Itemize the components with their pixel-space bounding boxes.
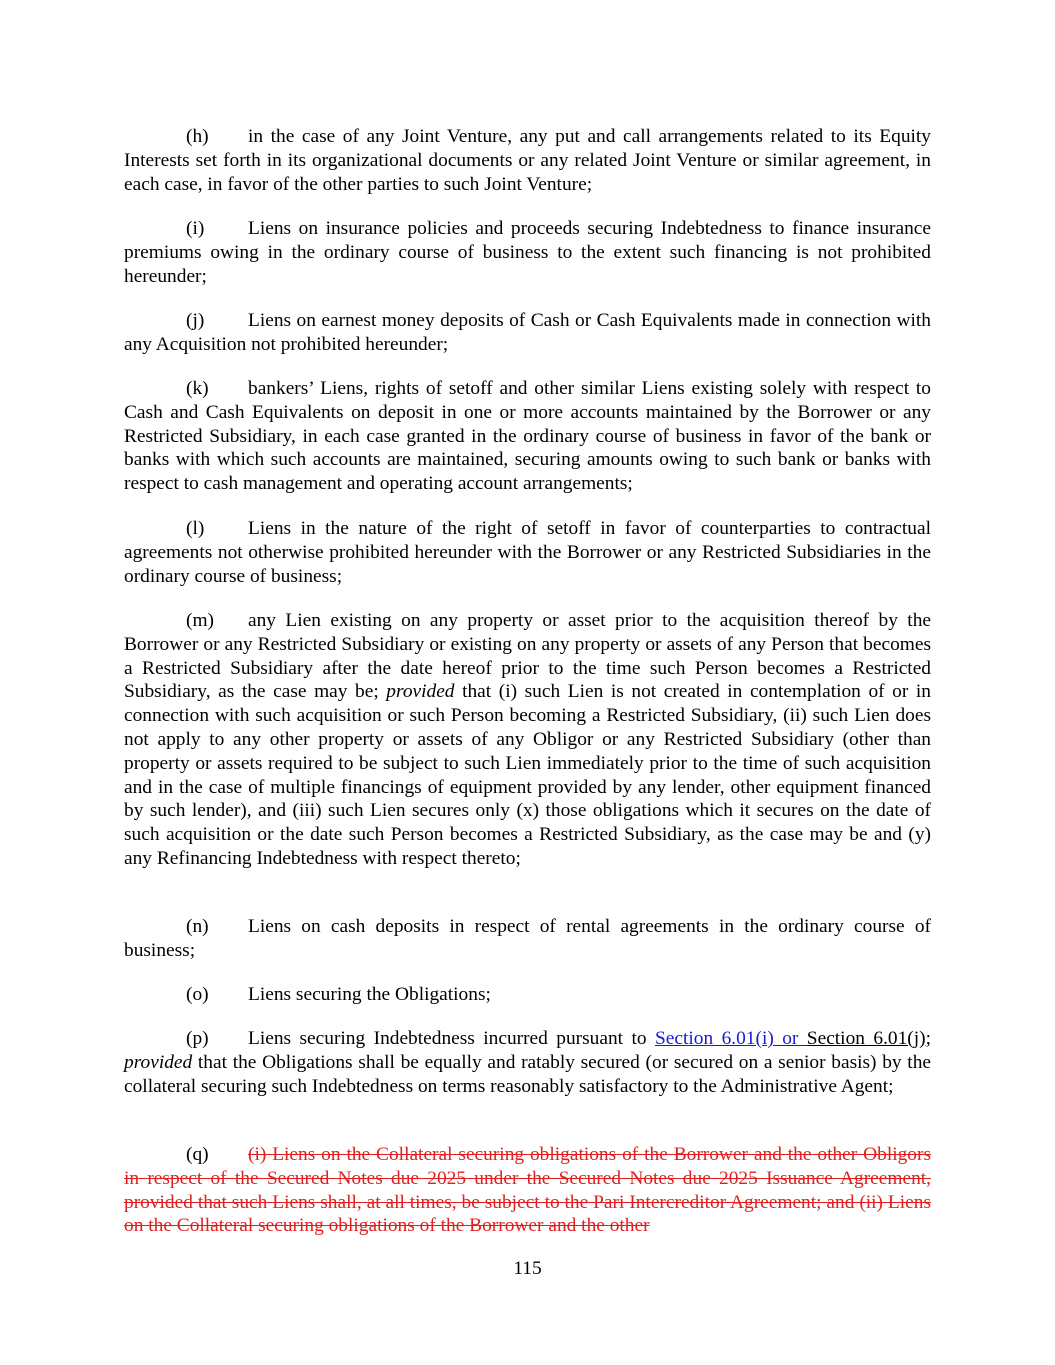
clause-q [124, 1143, 931, 1238]
provided-term: provided [386, 681, 455, 703]
clause-text-continued: that the Obligations shall be equally and ratably secured (or secured on a senior basis) by the collateral securing such Indebtedness on terms reasonably satisfactory to the Administrative Agent; [124, 1051, 931, 1097]
clause-text: Liens on insurance policies and proceeds securing Indebtedness to finance insurance premiums owing in the ordinary course of business to the extent such financing is not prohibited hereunder; [124, 218, 931, 287]
clause-text: Liens on earnest money deposits of Cash or Cash Equivalents made in connection with any Acquisition not prohibited hereunder; [124, 310, 931, 355]
clause-label: (k) [186, 378, 209, 399]
clause-text: any Lien existing on any property or asset prior to the acquisition thereof by the Borrower or any Restricted Subsidiary or existing on any property or assets of any Person that becomes a Restricted Subsidiary after the date hereof prior to the time such Person becomes a Restricted Subsidiary, as the case may be; [124, 610, 931, 703]
provided-term: provided [124, 1051, 193, 1073]
clause-label: (m) [186, 610, 214, 631]
clause-text: Liens on cash deposits in respect of rental agreements in the ordinary course of business; [124, 916, 931, 961]
clause-h [124, 125, 931, 196]
clause-text: bankers’ Liens, rights of setoff and other similar Liens existing solely with respect to Cash and Cash Equivalents on deposit in one or more accounts maintained by the Borrower or any Restricted Subsidiary, in each case granted in the ordinary course of business in favor of the bank or banks with which such accounts are maintained, securing amounts owing to such bank or banks with respect to cash management and operating account arrangements; [124, 378, 931, 495]
clause-label: (i) [186, 218, 205, 239]
clause-punctuation: ; [925, 1028, 932, 1049]
clause-label: (h) [186, 126, 209, 147]
clause-k [124, 377, 931, 496]
clause-o [124, 983, 931, 1007]
section-6-01-j-reference: Section 6.01(j) [806, 1028, 926, 1049]
clause-label: (o) [186, 984, 209, 1005]
page-number: 115 [513, 1258, 542, 1279]
clause-j [124, 309, 931, 357]
deleted-text: (i) Liens on the Collateral securing obligations of the Borrower and the other Obligors in respect of the Secured Notes due 2025 under the Secured Notes due 2025 Issuance Agreement, provided that such Liens shall, at all times, be subject to the Pari Intercreditor Agreement; and (ii) Liens on the Collateral securing obligations of the Borrower and the other [124, 1144, 931, 1237]
section-6-01-i-link[interactable]: Section 6.01(i) or [654, 1028, 807, 1049]
clause-i [124, 217, 931, 288]
clause-label: (n) [186, 916, 209, 937]
clause-text: Liens securing Indebtedness incurred pursuant to [248, 1028, 655, 1049]
clause-label: (j) [186, 310, 205, 331]
clause-text-continued: that (i) such Lien is not created in contemplation of or in connection with such acquisition or such Person becoming a Restricted Subsidiary, (ii) such Lien does not apply to any other property or assets of any Obligor or any Restricted Subsidiary (other than property or assets required to be subject to such Lien immediately prior to the time of such acquisition and in the case of multiple financings of equipment provided by any lender, other equipment financed by such lender), and (iii) such Lien secures only (x) those obligations which it secures on the date of such acquisition or the date such Person becomes a Restricted Subsidiary, as the case may be and (y) any Refinancing Indebtedness with respect thereto; [124, 681, 931, 869]
clause-text: Liens in the nature of the right of setoff in favor of counterparties to contractual agreements not otherwise prohibited hereunder with the Borrower or any Restricted Subsidiaries in the ordinary course of business; [124, 518, 931, 587]
clause-label: (l) [186, 518, 205, 539]
clause-text: Liens securing the Obligations; [248, 984, 491, 1005]
clause-p [124, 1027, 931, 1098]
clause-m [124, 609, 931, 871]
clause-text: in the case of any Joint Venture, any put and call arrangements related to its Equity Interests set forth in its organizational documents or any related Joint Venture or similar agreement, in each case, in favor of the other parties to such Joint Venture; [124, 126, 931, 195]
clause-n [124, 915, 931, 963]
clause-label: (q) [186, 1144, 209, 1165]
clause-label: (p) [186, 1028, 209, 1049]
clause-l [124, 517, 931, 588]
